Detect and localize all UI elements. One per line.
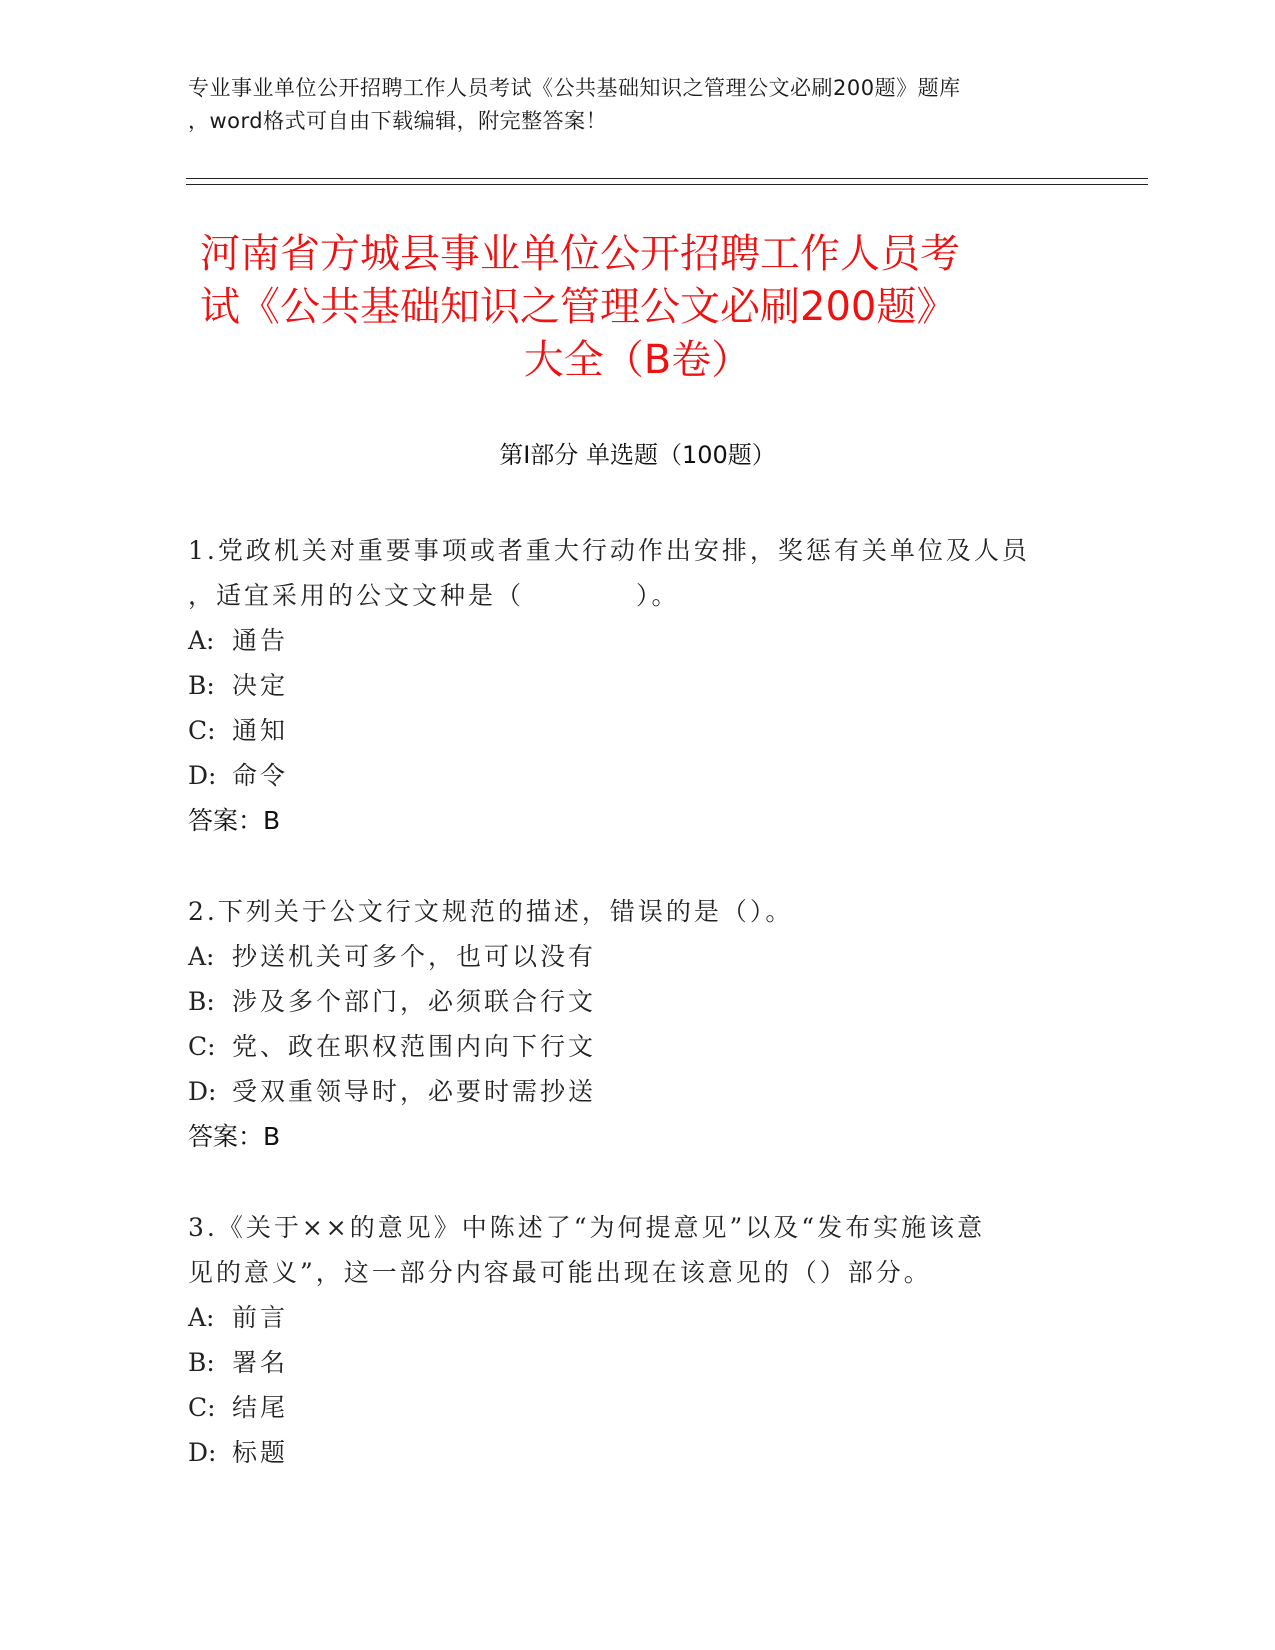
option-text: 前言	[232, 1303, 289, 1332]
option-label: D:	[188, 1077, 217, 1106]
question-2	[188, 889, 1088, 1159]
option-d	[188, 753, 1088, 798]
option-label: A:	[188, 942, 215, 971]
option-c	[188, 1385, 1088, 1430]
option-label: C:	[188, 716, 216, 745]
answer: 答案：B	[188, 806, 281, 835]
option-a	[188, 1295, 1088, 1340]
document-title-line-1: 河南省方城县事业单位公开招聘工作人员考	[200, 231, 960, 277]
answer: 答案：B	[188, 1122, 281, 1151]
section-heading: 第Ⅰ部分 单选题（100题）	[499, 441, 776, 469]
option-d	[188, 1069, 1088, 1114]
option-text: 命令	[232, 761, 289, 790]
option-text: 通告	[232, 626, 289, 655]
option-label: D:	[188, 1438, 217, 1467]
document-title-line-3: 大全（B卷）	[523, 337, 752, 383]
question-text-line: 3.《关于××的意见》中陈述了“为何提意见”以及“发布实施该意	[188, 1213, 986, 1242]
option-label: B:	[188, 1348, 215, 1377]
option-text: 通知	[232, 716, 289, 745]
option-text: 标题	[232, 1438, 289, 1467]
header-note-line-2: ，word格式可自由下载编辑，附完整答案！	[188, 109, 608, 133]
question-list	[188, 528, 1088, 1521]
header-divider-bottom	[186, 184, 1148, 185]
option-label: B:	[188, 987, 215, 1016]
question-text	[188, 1205, 1088, 1295]
option-text: 署名	[232, 1348, 289, 1377]
option-text: 决定	[232, 671, 289, 700]
question-1	[188, 528, 1088, 843]
option-b	[188, 663, 1088, 708]
question-text-line: 见的意义”，这一部分内容最可能出现在该意见的（）部分。	[188, 1258, 932, 1287]
option-b	[188, 1340, 1088, 1385]
option-label: C:	[188, 1393, 216, 1422]
question-text-line: ，适宜采用的公文文种是（ ）。	[188, 581, 680, 610]
document-title	[150, 228, 1125, 387]
question-text-line: 1.党政机关对重要事项或者重大行动作出安排，奖惩有关单位及人员	[188, 536, 1030, 565]
header-note-line-1: 专业事业单位公开招聘工作人员考试《公共基础知识之管理公文必刷200题》题库	[188, 76, 961, 100]
option-a	[188, 934, 1088, 979]
option-text: 党、政在职权范围内向下行文	[232, 1032, 597, 1061]
option-d	[188, 1430, 1088, 1475]
option-c	[188, 1024, 1088, 1069]
option-a	[188, 618, 1088, 663]
option-label: A:	[188, 1303, 215, 1332]
document-title-line-2: 试《公共基础知识之管理公文必刷200题》	[200, 284, 957, 330]
option-text: 涉及多个部门，必须联合行文	[232, 987, 597, 1016]
question-text	[188, 528, 1088, 618]
option-label: C:	[188, 1032, 216, 1061]
question-text	[188, 889, 1088, 934]
question-text-line: 2.下列关于公文行文规范的描述，错误的是（）。	[188, 897, 794, 926]
option-label: A:	[188, 626, 215, 655]
question-3	[188, 1205, 1088, 1475]
header-divider-top	[186, 178, 1148, 179]
option-b	[188, 979, 1088, 1024]
option-label: D:	[188, 761, 217, 790]
header-note	[188, 72, 1088, 138]
option-text: 结尾	[232, 1393, 289, 1422]
option-label: B:	[188, 671, 215, 700]
option-text: 抄送机关可多个，也可以没有	[232, 942, 597, 971]
option-text: 受双重领导时，必要时需抄送	[232, 1077, 597, 1106]
option-c	[188, 708, 1088, 753]
